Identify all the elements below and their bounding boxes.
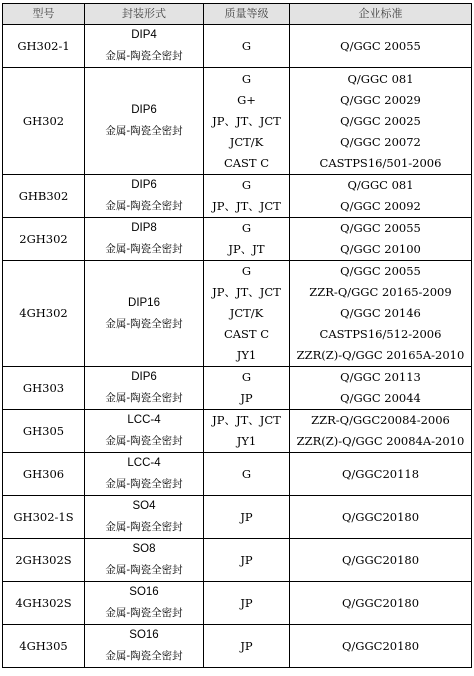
grade-item: G: [241, 71, 252, 86]
cell-standards: [290, 261, 472, 367]
grade-item: G: [241, 264, 252, 278]
grade-item: JP、JT、JCT: [212, 285, 281, 299]
grade-item: G: [241, 221, 252, 235]
cell-model: 4GH302: [3, 261, 85, 367]
cell-package: [85, 218, 204, 261]
grade-item: JCT/K: [229, 134, 264, 149]
package-seal: 金属-陶瓷全密封: [105, 317, 183, 330]
package-seal: 金属-陶瓷全密封: [105, 392, 183, 404]
grade-item: JY1: [236, 348, 257, 362]
package-seal: 金属-陶瓷全密封: [105, 650, 183, 662]
table-row: [3, 25, 472, 68]
table-row: [3, 625, 472, 668]
cell-standards: [290, 625, 472, 668]
header-model: 型号: [3, 4, 85, 25]
cell-model: 4GH302S: [3, 582, 85, 625]
cell-package: [85, 25, 204, 68]
package-type: LCC-4: [127, 457, 161, 469]
package-seal: 金属-陶瓷全密封: [105, 521, 183, 533]
cell-package: [85, 539, 204, 582]
standard-item: Q/GGC 20113: [340, 370, 421, 384]
package-type: SO16: [129, 629, 159, 641]
cell-standards: [290, 582, 472, 625]
standard-item: Q/GGC 081: [347, 178, 414, 192]
grade-item: JP、JT: [228, 242, 265, 256]
cell-grades: [204, 175, 290, 218]
package-seal: 金属-陶瓷全密封: [105, 435, 183, 447]
package-type: SO8: [132, 543, 156, 555]
standard-item: CASTPS16/501-2006: [319, 155, 442, 170]
grade-item: G: [241, 178, 252, 192]
cell-grades: [204, 496, 290, 539]
standard-item: Q/GGC 20055: [340, 221, 421, 235]
package-seal: 金属-陶瓷全密封: [105, 478, 183, 490]
cell-model: GH302-1S: [3, 496, 85, 539]
cell-standards: [290, 68, 472, 175]
header-standard: 企业标准: [290, 4, 472, 25]
table-row: [3, 367, 472, 410]
cell-grades: [204, 367, 290, 410]
package-seal: 金属-陶瓷全密封: [105, 607, 183, 619]
grade-item: JP: [240, 509, 253, 524]
header-package: 封装形式: [85, 4, 204, 25]
cell-grades: [204, 410, 290, 453]
standard-item: Q/GGC 20055: [340, 264, 421, 278]
cell-standards: [290, 496, 472, 539]
table-row: [3, 218, 472, 261]
table-row: [3, 410, 472, 453]
package-seal: 金属-陶瓷全密封: [105, 200, 183, 212]
package-seal: 金属-陶瓷全密封: [105, 564, 183, 576]
package-type: LCC-4: [127, 414, 161, 426]
standard-item: Q/GGC 081: [347, 71, 414, 86]
package-type: DIP8: [131, 222, 157, 234]
standard-item: Q/GGC 20025: [340, 113, 421, 128]
cell-standards: [290, 25, 472, 68]
package-seal: 金属-陶瓷全密封: [105, 243, 183, 255]
cell-standards: [290, 410, 472, 453]
cell-package: [85, 68, 204, 175]
table-body: [3, 25, 472, 668]
package-seal: 金属-陶瓷全密封: [105, 50, 183, 62]
cell-package: [85, 367, 204, 410]
package-type: DIP16: [128, 296, 160, 309]
standard-item: ZZR(Z)-Q/GGC 20165A-2010: [296, 348, 465, 362]
cell-package: [85, 175, 204, 218]
cell-standards: [290, 175, 472, 218]
standard-item: Q/GGC 20072: [340, 134, 421, 149]
package-type: SO4: [132, 500, 156, 512]
table-header-row: [3, 4, 472, 25]
grade-item: G: [241, 38, 252, 53]
table-row: [3, 539, 472, 582]
table-row: [3, 582, 472, 625]
cell-grades: [204, 218, 290, 261]
package-type: DIP6: [131, 179, 157, 191]
grade-item: JCT/K: [229, 306, 264, 320]
cell-grades: [204, 539, 290, 582]
cell-standards: [290, 367, 472, 410]
standard-item: Q/GGC 20029: [340, 92, 421, 107]
grade-item: CAST C: [223, 155, 270, 170]
table-row: [3, 261, 472, 367]
cell-standards: [290, 218, 472, 261]
cell-model: 2GH302: [3, 218, 85, 261]
grade-item: JP: [240, 391, 253, 405]
cell-package: [85, 261, 204, 367]
spec-table-wrapper: [2, 3, 471, 668]
package-type: DIP4: [131, 29, 157, 41]
grade-item: JP、JT、JCT: [212, 113, 281, 128]
grade-item: JP、JT、JCT: [212, 413, 281, 427]
cell-package: [85, 410, 204, 453]
grade-item: G: [241, 370, 252, 384]
spec-table: [2, 3, 472, 668]
cell-grades: [204, 582, 290, 625]
standard-item: Q/GGC 20100: [340, 242, 421, 256]
package-type: DIP6: [131, 371, 157, 383]
standard-item: Q/GGC 20146: [340, 306, 421, 320]
grade-item: JP: [240, 638, 253, 653]
standard-item: Q/GGC20180: [341, 638, 420, 653]
grade-item: JP: [240, 552, 253, 567]
cell-standards: [290, 539, 472, 582]
table-row: [3, 453, 472, 496]
cell-grades: [204, 68, 290, 175]
grade-item: JP、JT、JCT: [212, 199, 281, 213]
cell-model: GH303: [3, 367, 85, 410]
grade-item: G: [241, 466, 252, 481]
standard-item: Q/GGC20180: [341, 595, 420, 610]
package-seal: 金属-陶瓷全密封: [105, 125, 183, 137]
table-row: [3, 496, 472, 539]
cell-model: GHB302: [3, 175, 85, 218]
cell-model: GH306: [3, 453, 85, 496]
cell-package: [85, 453, 204, 496]
cell-grades: [204, 25, 290, 68]
cell-package: [85, 582, 204, 625]
header-grade: 质量等级: [204, 4, 290, 25]
grade-item: CAST C: [223, 327, 270, 341]
standard-item: Q/GGC 20092: [340, 199, 421, 213]
cell-model: 4GH305: [3, 625, 85, 668]
grade-item: JP: [240, 595, 253, 610]
standard-item: Q/GGC 20055: [340, 38, 421, 53]
grade-item: G+: [237, 92, 256, 107]
package-type: SO16: [129, 586, 159, 598]
standard-item: ZZR-Q/GGC20084-2006: [311, 413, 450, 427]
standard-item: ZZR(Z)-Q/GGC 20084A-2010: [296, 434, 465, 448]
cell-grades: [204, 625, 290, 668]
cell-grades: [204, 453, 290, 496]
cell-model: 2GH302S: [3, 539, 85, 582]
standard-item: Q/GGC 20044: [340, 391, 421, 405]
standard-item: Q/GGC20118: [341, 466, 420, 481]
standard-item: Q/GGC20180: [341, 552, 420, 567]
package-type: DIP6: [131, 104, 157, 116]
standard-item: CASTPS16/512-2006: [319, 327, 442, 341]
cell-package: [85, 496, 204, 539]
cell-model: GH302: [3, 68, 85, 175]
cell-model: GH305: [3, 410, 85, 453]
cell-grades: [204, 261, 290, 367]
standard-item: ZZR-Q/GGC 20165-2009: [309, 285, 452, 299]
cell-model: GH302-1: [3, 25, 85, 68]
grade-item: JY1: [236, 434, 257, 448]
cell-standards: [290, 453, 472, 496]
cell-package: [85, 625, 204, 668]
standard-item: Q/GGC20180: [341, 509, 420, 524]
table-row: [3, 175, 472, 218]
table-row: [3, 68, 472, 175]
